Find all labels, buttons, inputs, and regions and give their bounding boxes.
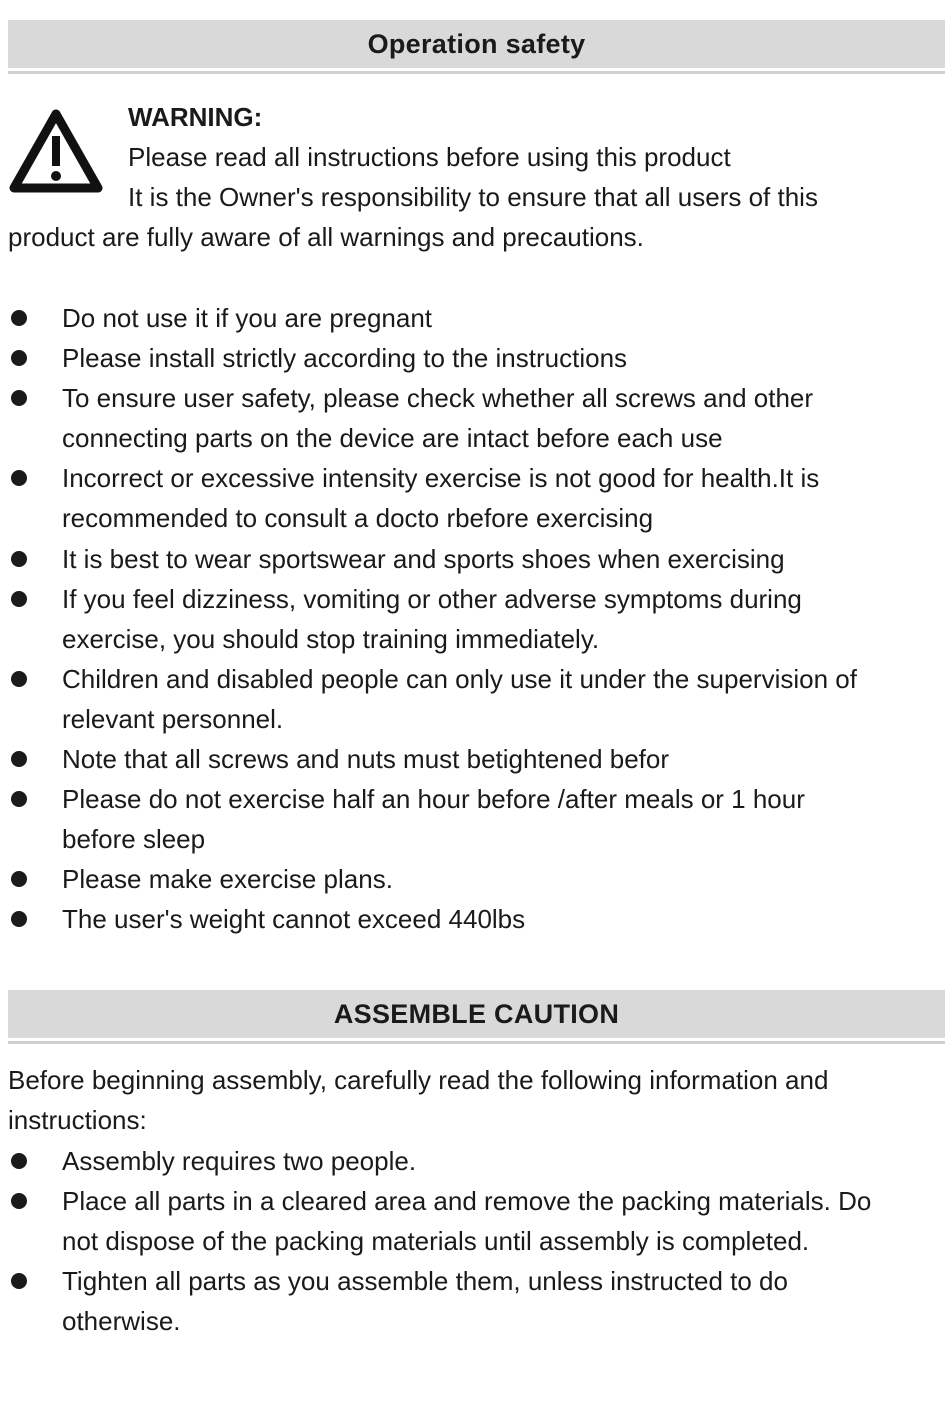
list-item [0,739,950,779]
warning-title: WARNING: [128,102,263,132]
bullet-icon [11,350,27,366]
list-item-text: If you feel dizziness, vomiting or other adverse symptoms during exercise, you should stop training immediately. [62,583,802,654]
assemble-intro-line-2: instructions: [8,1105,147,1135]
list-item-text: The user's weight cannot exceed 440lbs [62,904,526,935]
bullet-icon [11,1153,27,1169]
list-item [0,1141,950,1181]
list-item-text: Assembly requires two people. [62,1146,417,1176]
list-item [0,859,950,899]
list-item-text: Please do not exercise half an hour before /after meals or 1 hour before sleep [62,784,805,855]
list-item [0,579,950,659]
bullet-icon [11,871,27,887]
assemble-intro-line-1: Before beginning assembly, carefully read the following information and [8,1065,829,1095]
list-item [0,458,950,538]
list-item-text: It is best to wear sportswear and sports shoes when exercising [62,543,785,574]
bullet-icon [11,551,27,567]
assemble-caution-list [0,1141,950,1341]
list-item-text: Please make exercise plans. [62,864,393,895]
section-header-operation-safety: Operation safety [8,20,945,68]
list-item-text: Place all parts in a cleared area and remove the packing materials. Do not dispose of the packing materials until assembly is completed. [62,1186,872,1257]
bullet-icon [11,791,27,807]
bullet-icon [11,1273,27,1289]
section-header-assemble-caution: ASSEMBLE CAUTION [8,990,945,1038]
section-divider [8,1041,945,1044]
bullet-icon [11,591,27,607]
bullet-icon [11,1193,27,1209]
list-item [0,779,950,859]
list-item [0,298,950,338]
operation-safety-list [0,298,950,940]
list-item [0,378,950,458]
list-item-text: Note that all screws and nuts must betightened befor [62,744,670,775]
bullet-icon [11,470,27,486]
warning-text-line-1: Please read all instructions before using this product [128,142,731,172]
list-item-text: Incorrect or excessive intensity exercise is not good for health.It is recommended to consult a docto rbefore exercising [62,463,820,534]
list-item [0,539,950,579]
list-item-text: Please install strictly according to the instructions [62,343,628,374]
bullet-icon [11,390,27,406]
bullet-icon [11,911,27,927]
list-item [0,899,950,939]
warning-triangle-icon [8,108,104,196]
warning-text-line-3: product are fully aware of all warnings and precautions. [8,222,644,252]
list-item-text: To ensure user safety, please check whether all screws and other connecting parts on the device are intact before each use [62,383,814,454]
bullet-icon [11,310,27,326]
list-item-text: Tighten all parts as you assemble them, unless instructed to do otherwise. [62,1266,788,1337]
list-item [0,1181,950,1261]
bullet-icon [11,751,27,767]
list-item [0,338,950,378]
list-item [0,659,950,739]
warning-text-line-2: It is the Owner's responsibility to ensure that all users of this [128,182,818,212]
list-item-text: Children and disabled people can only use it under the supervision of relevant personnel. [62,663,857,734]
list-item-text: Do not use it if you are pregnant [62,303,433,333]
bullet-icon [11,671,27,687]
section-divider [8,71,945,74]
list-item [0,1261,950,1341]
